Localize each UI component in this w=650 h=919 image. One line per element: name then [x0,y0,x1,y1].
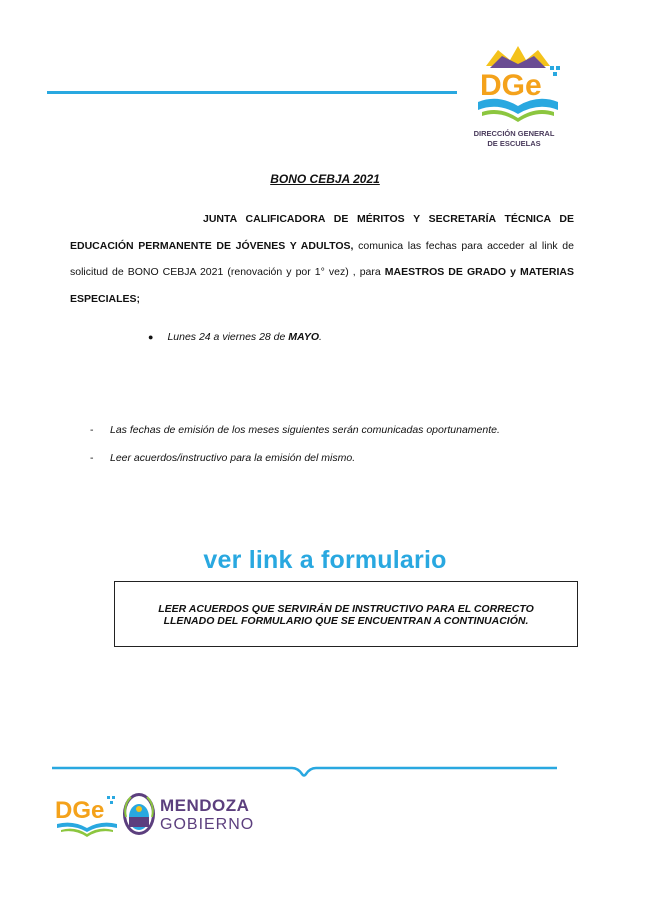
dge-caption-line2: DE ESCUELAS [487,139,541,148]
notice-box [114,581,578,647]
bullet-end: . [319,331,322,343]
para-text-1: comunica las fechas para acceder al link de solicitud de BONO CEBJA 2021 (renovación y por 1° vez) , para [70,239,574,278]
dge-logo-text: DGe [480,69,542,102]
para-bold-2: MAESTROS DE GRADO y MATERIAS ESPECIALES; [70,266,574,305]
dash-item-2 [90,452,355,464]
mendoza-label: MENDOZA [160,796,250,815]
gobierno-label: GOBIERNO [160,816,255,833]
footer-dge-logo [53,790,121,838]
dash-icon: - [90,424,94,436]
para-bold-1: JUNTA CALIFICADORA DE MÉRITOS Y SECRETARÍA TÉCNICA DE EDUCACIÓN PERMANENTE DE JÓVENES Y ADULTOS, [70,213,574,252]
date-bullet [148,331,322,343]
document-title: BONO CEBJA 2021 [270,172,380,186]
bullet-month: MAYO [288,331,320,343]
form-link[interactable]: ver link a formulario [203,546,447,574]
dash-icon: - [90,452,94,464]
notice-text [115,603,577,627]
dge-caption-line1: DIRECCIÓN GENERAL [473,129,555,138]
footer-dge-text: DGe [55,797,105,824]
header-divider [47,91,457,94]
dge-caption [455,129,573,149]
dash-text-2: Leer acuerdos/instructivo para la emisión del mismo. [110,452,356,464]
dash-item-1 [90,424,500,436]
mendoza-seal-icon [121,787,157,837]
notice-line-1: LEER ACUERDOS QUE SERVIRÁN DE INSTRUCTIVO PARA EL CORRECTO [158,603,534,615]
bullet-text: Lunes 24 a viernes 28 de [167,331,289,343]
main-paragraph [70,206,574,312]
bullet-dot-icon: ● [148,332,154,342]
notice-line-2: LLENADO DEL FORMULARIO QUE SE ENCUENTRAN A CONTINUACIÓN. [163,615,529,627]
dash-text-1: Las fechas de emisión de los meses siguientes serán comunicadas oportunamente. [110,424,500,436]
footer-divider [52,766,557,780]
